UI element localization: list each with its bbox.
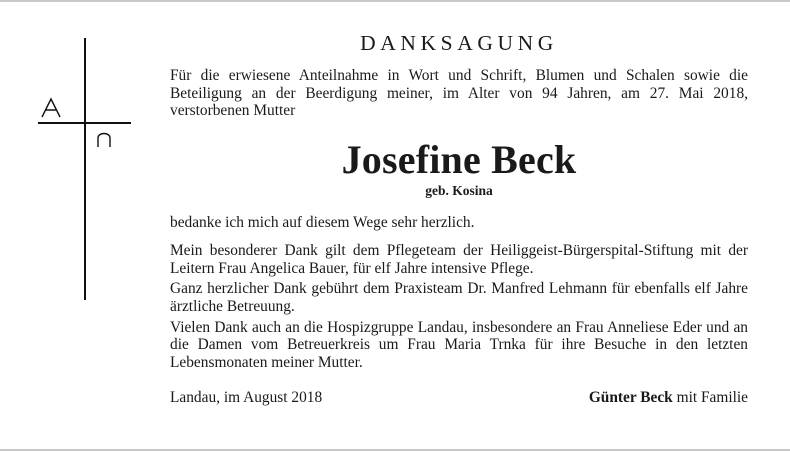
notice-footer bbox=[170, 389, 748, 407]
intro-text: Für die erwiesene Anteilnahme in Wort und Schrift, Blumen und Schalen sowie die Beteiligung an der Beerdigung meiner, im Alter von 94 Jahren, am 27. Mai 2018, verstorbenen Mutter bbox=[170, 67, 748, 120]
place-date: Landau, im August 2018 bbox=[170, 388, 323, 406]
thanks-paragraph-care-team: Mein besonderer Dank gilt dem Pflegeteam der Heiliggeist-Bürgerspital-Stiftung mit der Leitern Frau Angelica Bauer, für elf Jahre intensive Pflege. bbox=[170, 241, 748, 277]
birth-name: geb. Kosina bbox=[425, 183, 493, 199]
deceased-name: Josefine Beck bbox=[341, 137, 577, 183]
alpha-icon bbox=[40, 96, 62, 118]
thanks-line: bedanke ich mich auf diesem Wege sehr herzlich. bbox=[170, 214, 475, 232]
signer-name: Günter Beck bbox=[588, 388, 673, 406]
thanks-paragraph-hospice: Vielen Dank auch an die Hospizgruppe Landau, insbesondere an Frau Anneliese Eder und an die Damen vom Betreuerkreis um Frau Maria Trnka für ihre Besuche in den letzten Lebensmonaten meiner Mutter. bbox=[170, 318, 748, 372]
signature bbox=[589, 389, 748, 407]
thanks-paragraph-doctor: Ganz herzlicher Dank gebührt dem Praxisteam Dr. Manfred Lehmann für ebenfalls elf Jahre ärztliche Betreuung. bbox=[170, 280, 748, 315]
signer-suffix: mit Familie bbox=[672, 388, 748, 406]
notice-body bbox=[170, 28, 748, 406]
cross-horizontal-bar bbox=[38, 122, 131, 124]
omega-icon bbox=[94, 129, 114, 149]
cross-vertical-bar bbox=[84, 38, 86, 300]
top-rule bbox=[0, 0, 790, 2]
notice-heading: DANKSAGUNG bbox=[360, 31, 558, 55]
